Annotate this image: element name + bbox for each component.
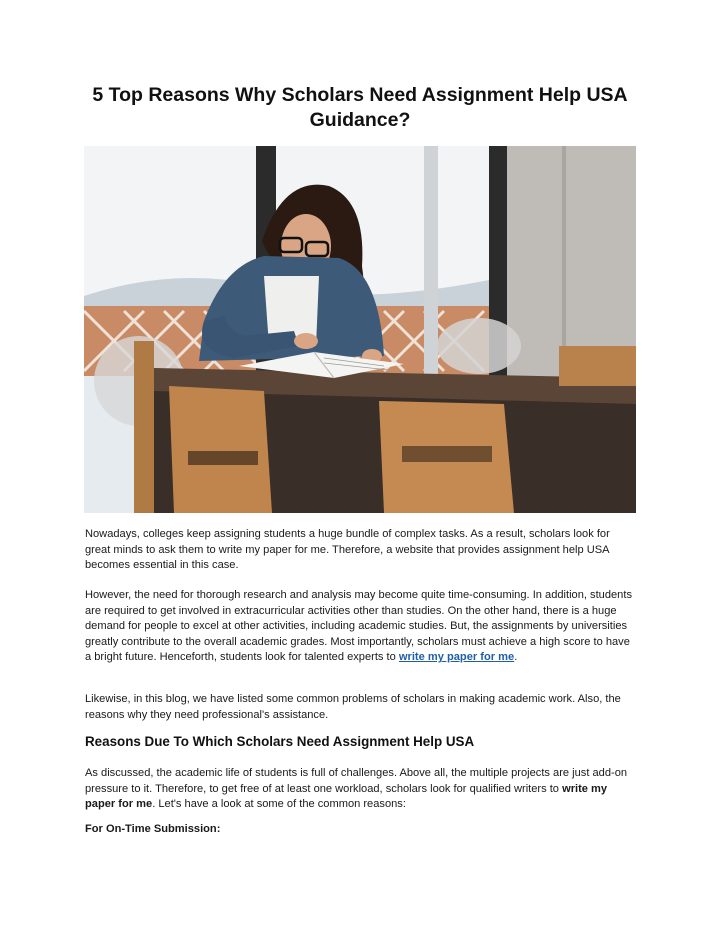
intro-paragraph: Nowadays, colleges keep assigning students a huge bundle of complex tasks. As a result, scholars look for great minds to ask them to write my paper for me. Therefore, a website that provides assignment help USA becomes essential in this case. bbox=[85, 528, 610, 572]
student-studying-icon bbox=[84, 146, 636, 513]
write-my-paper-link[interactable]: write my paper for me bbox=[398, 651, 515, 664]
write-my-paper-bold: write my paper for me bbox=[85, 782, 608, 811]
section-heading: Reasons Due To Which Scholars Need Assignment Help USA bbox=[85, 734, 475, 749]
research-paragraph-end: . bbox=[514, 651, 518, 664]
blog-summary-paragraph: Likewise, in this blog, we have listed some common problems of scholars in making academic work. Also, the reasons why they need professional's assistance. bbox=[85, 693, 621, 721]
reasons-intro-end: . Let's have a look at some of the common reasons: bbox=[152, 798, 406, 811]
hero-photo bbox=[84, 146, 636, 513]
reasons-intro-paragraph bbox=[85, 766, 637, 813]
page-title: 5 Top Reasons Why Scholars Need Assignment Help USA Guidance? bbox=[92, 84, 628, 131]
research-paragraph bbox=[85, 588, 637, 666]
reasons-intro-text: As discussed, the academic life of students is full of challenges. Above all, the multiple projects are just add-on pressure to it. Therefore, to get free of at least one workload, scholars look for qualified writers to bbox=[85, 767, 628, 795]
subheading-on-time-submission: For On-Time Submission: bbox=[85, 823, 221, 835]
research-paragraph-text: However, the need for thorough research and analysis may become quite time-consuming. In addition, students are required to get involved in extracurricular activities other than studies. On the other hand, there is a huge demand for people to excel at other activities, including academic studies. But, the assignments by universities greatly contribute to the overall academic grades. Most importantly, scholars must achieve a high score to have a bright future. Henceforth, students look for talented experts to bbox=[85, 589, 632, 664]
